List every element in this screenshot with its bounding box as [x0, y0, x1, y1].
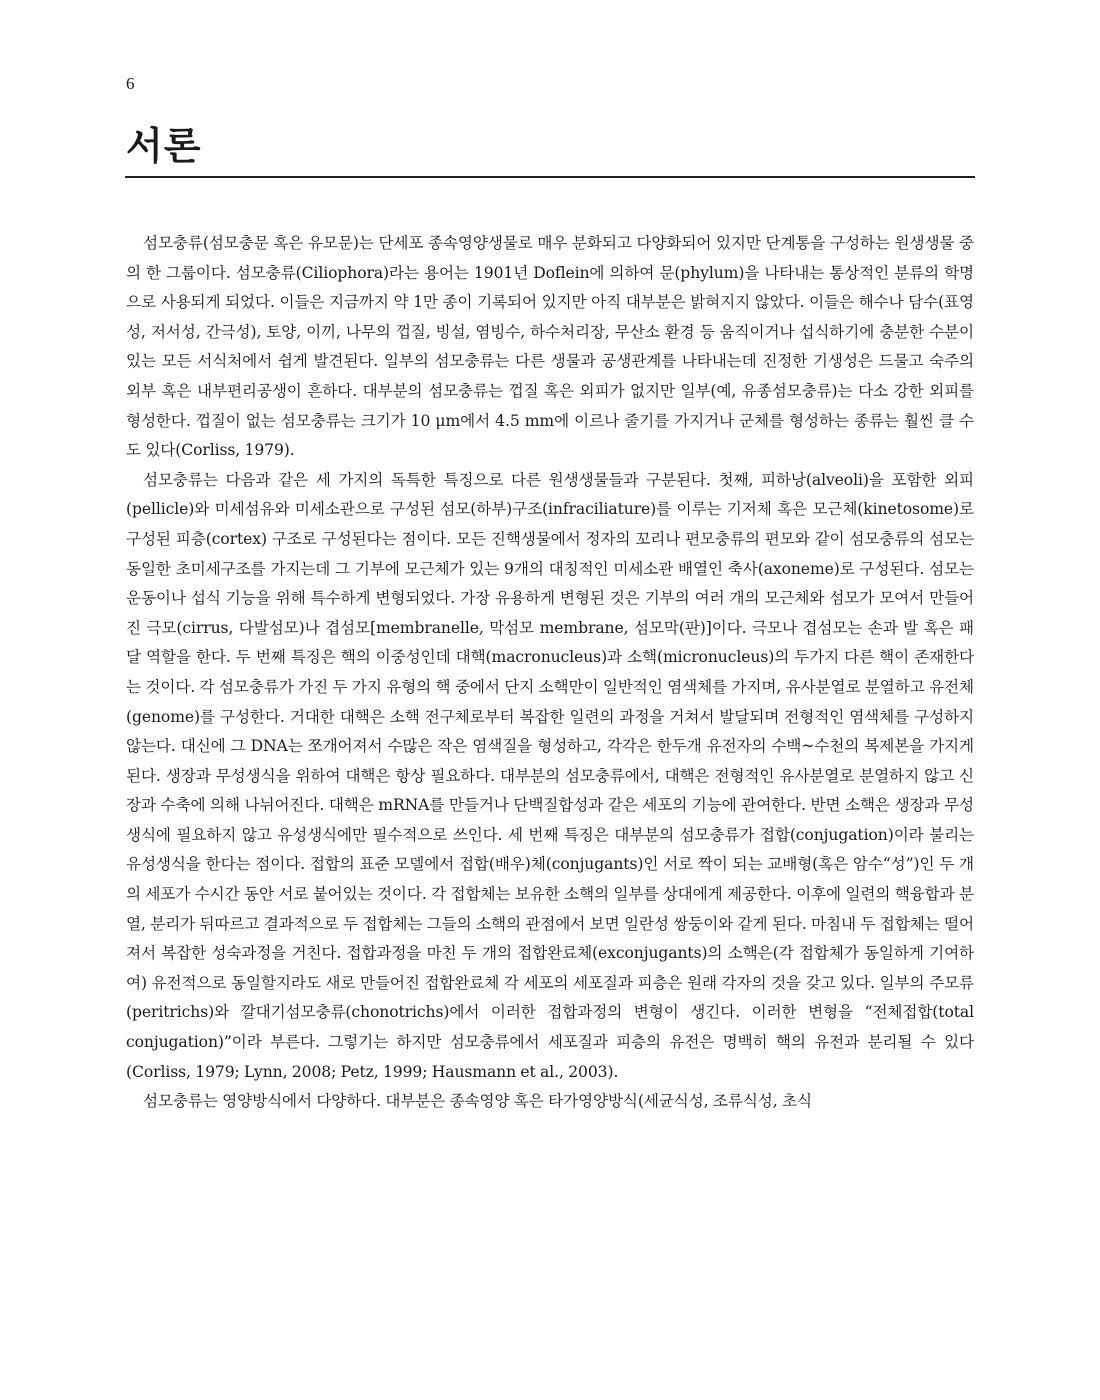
- paragraph-2: 섬모충류는 다음과 같은 세 가지의 독특한 특징으로 다른 원생생물들과 구분된다. 첫째, 피하낭(alveoli)을 포함한 외피(pellicle)와 미세섬유와 미세소관으로 구성된 섬모(하부)구조(infraciliature)를 이루는 기저체 혹은 모근체(kinetosome)로 구성된 피층(cortex) 구조로 구성된다는 점이다. 모든 진핵생물에서 정자의 꼬리나 편모충류의 편모와 같이 섬모충류의 섬모는 동일한 초미세구조를 가지는데 그 기부에 모근체가 있는 9개의 대칭적인 미세소관 배열인 축사(axoneme)로 구성된다. 섬모는 운동이나 섭식 기능을 위해 특수하게 변형되었다. 가장 유용하게 변형된 것은 기부의 여러 개의 모근체와 섬모가 모여서 만들어진 극모(cirrus, 다발섬모)나 겹섬모[membranelle, 막섬모 membrane, 섬모막(판)]이다. 극모나 겹섬모는 손과 발 혹은 패달 역할을 한다. 두 번째 특징은 핵의 이중성인데 대핵(macronucleus)과 소핵(micronucleus)의 두가지 다른 핵이 존재한다는 것이다. 각 섬모충류가 가진 두 가지 유형의 핵 중에서 단지 소핵만이 일반적인 염색체를 가지며, 유사분열로 분열하고 유전체(genome)를 구성한다. 거대한 대핵은 소핵 전구체로부터 복잡한 일련의 과정을 거쳐서 발달되며 전형적인 염색체를 구성하지 않는다. 대신에 그 DNA는 쪼개어져서 수많은 작은 염색질을 형성하고, 각각은 한두개 유전자의 수백~수천의 복제본을 가지게 된다. 생장과 무성생식을 위하여 대핵은 항상 필요하다. 대부분의 섬모충류에서, 대핵은 전형적인 유사분열로 분열하지 않고 신장과 수축에 의해 나뉘어진다. 대핵은 mRNA를 만들거나 단백질합성과 같은 세포의 기능에 관여한다. 반면 소핵은 생장과 무성생식에 필요하지 않고 유성생식에만 필수적으로 쓰인다. 세 번째 특징은 대부분의 섬모충류가 접합(conjugation)이라 불리는 유성생식을 한다는 점이다. 접합의 표준 모델에서 접합(배우)체(conjugants)인 서로 짝이 되는 교배형(혹은 암수“성”)인 두 개의 세포가 수시간 동안 서로 붙어있는 것이다. 각 접합체는 보유한 소핵의 일부를 상대에게 제공한다. 이후에 일련의 핵융합과 분열, 분리가 뒤따르고 결과적으로 두 접합체는 그들의 소핵의 관점에서 보면 일란성 쌍둥이와 같게 된다. 마침내 두 접합체는 떨어져서 복잡한 성숙과정을 거친다. 접합과정을 마친 두 개의 접합완료체(exconjugants)의 소핵은(각 접합체가 동일하게 기여하여) 유전적으로 동일할지라도 새로 만들어진 접합완료체 각 세포의 세포질과 피층은 원래 각자의 것을 갖고 있다. 일부의 주모류(peritrichs)와 깔대기섬모충류(chonotrichs)에서 이러한 접합과정의 변형이 생긴다. 이러한 변형을 “전체접합(total conjugation)”이라 부른다. 그렇기는 하지만 섬모충류에서 세포질과 피층의 유전은 명백히 핵의 유전과 분리될 수 있다(Corliss, 1979; Lynn, 2008; Petz, 1999; Hausmann et al., 2003).: [126, 470, 974, 1081]
- body-text: [126, 229, 974, 1117]
- paragraph-1: 섬모충류(섬모충문 혹은 유모문)는 단세포 종속영양생물로 매우 분화되고 다양화되어 있지만 단계통을 구성하는 원생생물 중의 한 그룹이다. 섬모충류(Ciliophora)라는 용어는 1901년 Doflein에 의하여 문(phylum)을 나타내는 통상적인 분류의 학명으로 사용되게 되었다. 이들은 지금까지 약 1만 종이 기록되어 있지만 아직 대부분은 밝혀지지 않았다. 이들은 해수나 담수(표영성, 저서성, 간극성), 토양, 이끼, 나무의 껍질, 빙설, 염빙수, 하수처리장, 무산소 환경 등 움직이거나 섭식하기에 충분한 수분이 있는 모든 서식처에서 쉽게 발견된다. 일부의 섬모충류는 다른 생물과 공생관계를 나타내는데 진정한 기생성은 드물고 숙주의 외부 혹은 내부편리공생이 흔하다. 대부분의 섬모충류는 껍질 혹은 외피가 없지만 일부(예, 유종섬모충류)는 다소 강한 외피를 형성한다. 껍질이 없는 섬모충류는 크기가 10 μm에서 4.5 mm에 이르나 줄기를 가지거나 군체를 형성하는 종류는 훨씬 클 수도 있다(Corliss, 1979).: [126, 234, 974, 460]
- title-rule: [125, 176, 975, 178]
- paragraph-3: 섬모충류는 영양방식에서 다양하다. 대부분은 종속영양 혹은 타가영양방식(세균식성, 조류식성, 초식: [143, 1092, 812, 1111]
- chapter-title: 서론: [126, 124, 202, 168]
- page-number: 6: [126, 74, 135, 93]
